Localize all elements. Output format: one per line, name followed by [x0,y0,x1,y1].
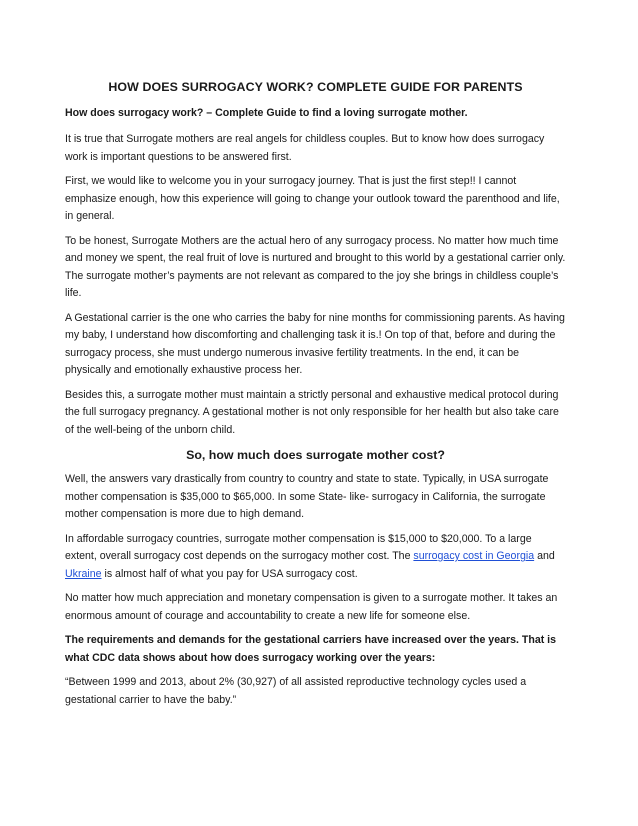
paragraph-cdc-data: The requirements and demands for the gestational carriers have increased over the years. That is what CDC data shows about how does surrogacy working over the years: [65,634,557,664]
paragraph-quote: “Between 1999 and 2013, about 2% (30,927) of all assisted reproductive technology cycles used a gestational carrier to have the baby.” [65,676,527,706]
paragraph-cost-affordable [65,531,566,584]
paragraph-gestational-carrier: A Gestational carrier is the one who carries the baby for nine months for commissioning parents. As having my baby, I understand how discomforting and challenging task it is.! On top of that, before and during the surrogacy process, she must undergo numerous invasive fertility treatments. In the end, it can be physically and emotionally exhaustive process her. [65,311,565,376]
paragraph-courage: No matter how much appreciation and monetary compensation is given to a surrogate mother. It takes an enormous amount of courage and accountability to create a new life for someone else. [65,592,558,622]
paragraph-intro: It is true that Surrogate mothers are real angels for childless couples. But to know how does surrogacy work is important questions to be answered first. [65,133,545,163]
link-surrogacy-cost-georgia[interactable]: surrogacy cost in Georgia [413,550,535,562]
paragraph-cost-affordable-text-3: is almost half of what you pay for USA surrogacy cost. [101,567,358,580]
section-heading-cost: So, how much does surrogate mother cost? [186,448,445,462]
paragraph-hero: To be honest, Surrogate Mothers are the actual hero of any surrogacy process. No matter how much time and money we spent, the real fruit of love is nurtured and brought to this world by a gestational carrier only. The surrogate mother’s payments are not relevant as compared to the joy she brings in childless couple’s life. [65,234,566,299]
document-subtitle: How does surrogacy work? – Complete Guide to find a loving surrogate mother. [65,107,468,119]
paragraph-cost-affordable-text-1: In affordable surrogacy countries, surrogate mother compensation is $15,000 to $20,000. To a large extent, overall surrogacy cost depends on the surrogacy mother cost. The [65,532,532,562]
paragraph-cost-affordable-text-2: and [534,550,555,562]
document-title: HOW DOES SURROGACY WORK? COMPLETE GUIDE FOR PARENTS [108,80,523,94]
paragraph-cost-usa: Well, the answers vary drastically from country to country and state to state. Typically, in USA surrogate mother compensation is $35,000 to $65,000. In some State- like- surrogacy in California, the surrogate mother compensation is more due to high demand. [65,473,549,520]
link-ukraine[interactable]: Ukraine [65,567,102,580]
paragraph-welcome: First, we would like to welcome you in your surrogacy journey. That is just the first step!! I cannot emphasize enough, how this experience will going to change your outlook toward the parenthood and life, in general. [65,175,560,222]
paragraph-medical-protocol: Besides this, a surrogate mother must maintain a strictly personal and exhaustive medical protocol during the full surrogacy pregnancy. A gestational mother is not only responsible for her health but also take care of the well-being of the unborn child. [65,388,559,436]
